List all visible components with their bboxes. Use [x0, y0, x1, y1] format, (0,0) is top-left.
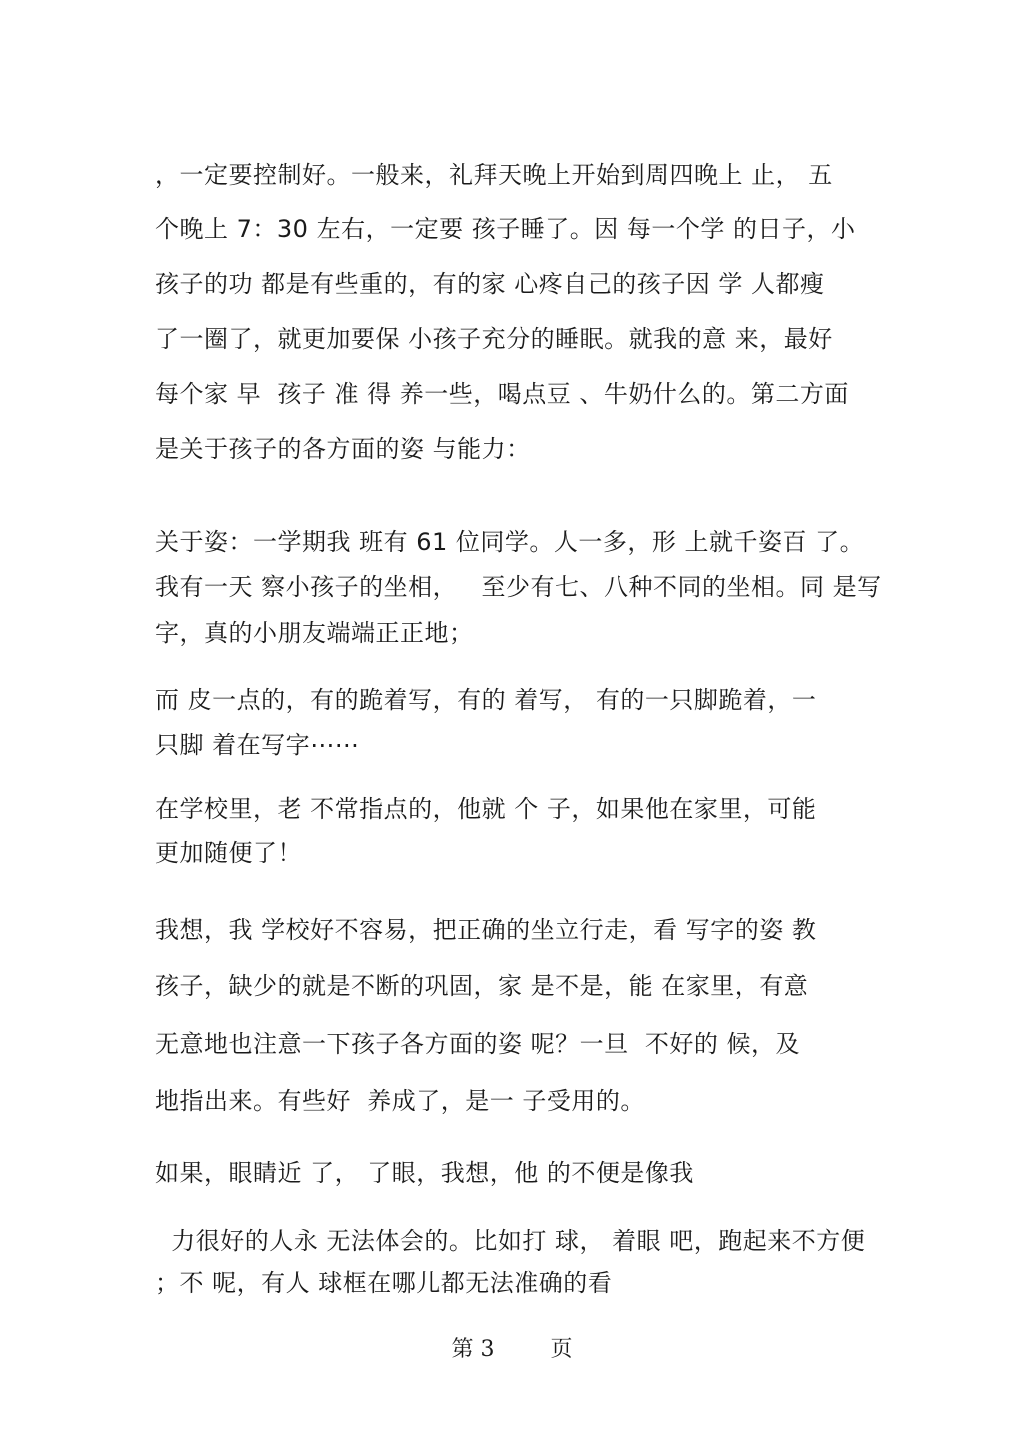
text-line: 我有一天 察小孩子的坐相， 至少有七、八种不同的坐相。同 是写	[155, 573, 882, 601]
text-line: 个晚上 7：30 左右，一定要 孩子睡了。因 每一个学 的日子，小	[155, 215, 856, 243]
page-label-prefix: 第	[451, 1337, 474, 1362]
text-line: 如果，眼睛近 了， 了眼，我想，他 的不便是像我	[155, 1159, 694, 1187]
text-line: 孩子的功 都是有些重的，有的家 心疼自己的孩子因 学 人都瘦	[155, 270, 825, 298]
text-line: 力很好的人永 无法体会的。比如打 球， 着眼 吧，跑起来不方便	[155, 1227, 866, 1255]
text-line: 关于姿：一学期我 班有 61 位同学。人一多，形 上就千姿百 了。	[155, 528, 865, 556]
text-line: ；不 呢，有人 球框在哪儿都无法准确的看	[155, 1269, 613, 1297]
page-label-suffix: 页	[550, 1337, 573, 1362]
text-line: 孩子，缺少的就是不断的巩固，家 是不是，能 在家里，有意	[155, 972, 809, 1000]
text-line: 字，真的小朋友端端正正地；	[155, 619, 474, 647]
text-line: ，一定要控制好。一般来，礼拜天晚上开始到周四晚上 止， 五	[155, 161, 833, 189]
text-line: 是关于孩子的各方面的姿 与能力：	[155, 435, 531, 463]
text-line: 每个家 早 孩子 准 得 养一些，喝点豆 、牛奶什么的。第二方面	[155, 380, 849, 408]
text-line: 只脚 着在写字⋯⋯	[155, 731, 360, 759]
text-line: 而 皮一点的，有的跪着写，有的 着写， 有的一只脚跪着，一	[155, 686, 817, 714]
text-line: 地指出来。有些好 养成了，是一 子受用的。	[155, 1087, 645, 1115]
page-number: 3	[480, 1337, 495, 1362]
text-line: 更加随便了！	[155, 839, 302, 867]
text-line: 我想，我 学校好不容易，把正确的坐立行走，看 写字的姿 教	[155, 916, 817, 944]
text-line: 在学校里，老 不常指点的，他就 个 子，如果他在家里，可能	[155, 795, 817, 823]
text-line: 无意地也注意一下孩子各方面的姿 呢？一旦 不好的 候，及	[155, 1030, 801, 1058]
text-line: 了一圈了，就更加要保 小孩子充分的睡眠。就我的意 来，最好	[155, 325, 833, 353]
page-footer	[0, 1336, 1024, 1364]
